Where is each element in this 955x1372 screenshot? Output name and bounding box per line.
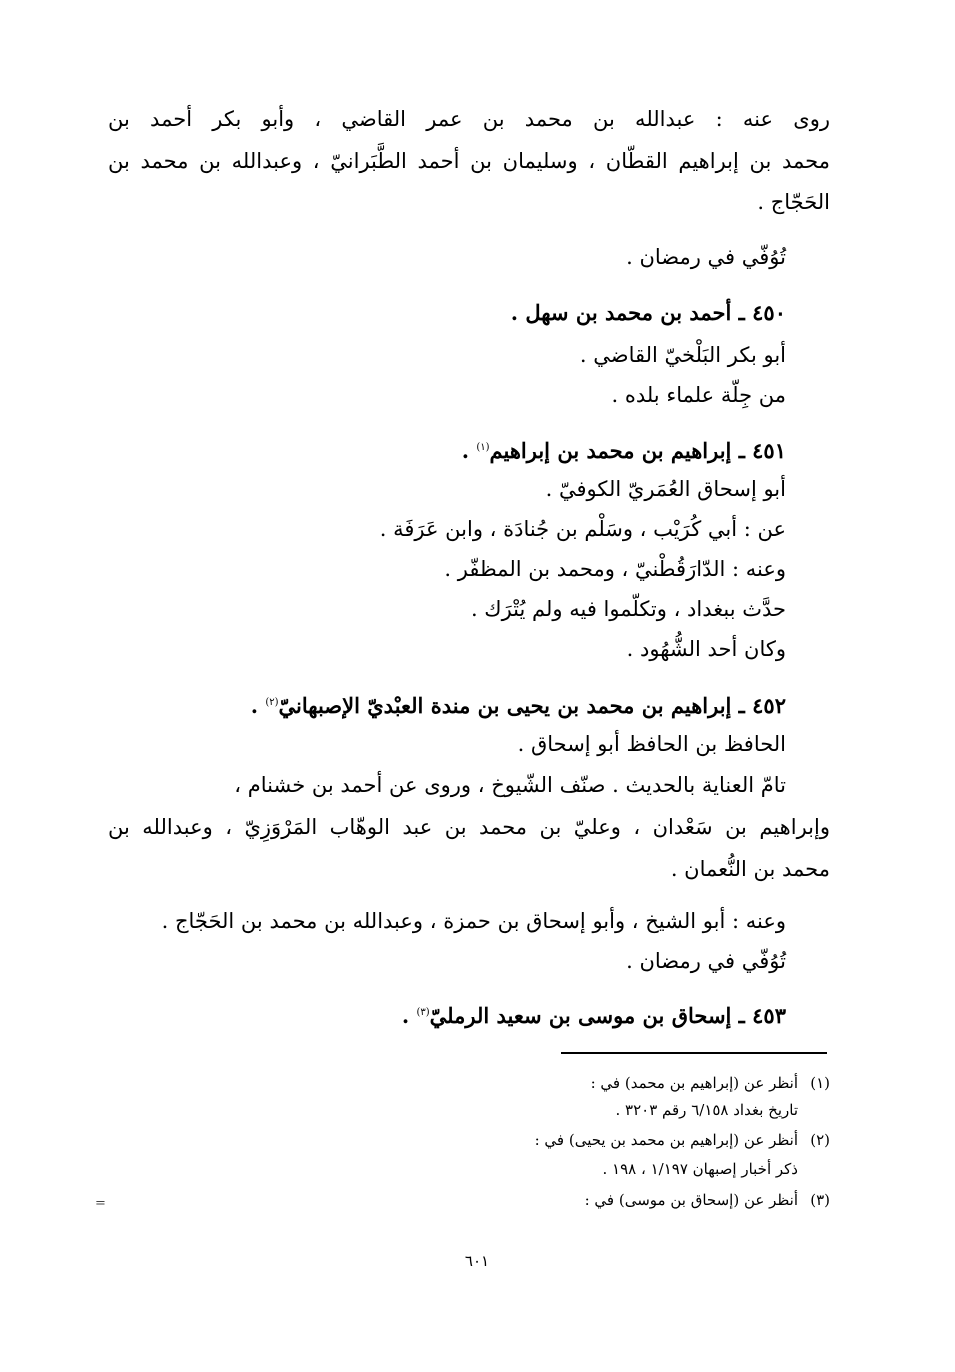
margin-mark: = [95, 1196, 106, 1211]
footnote-number: (٢) [810, 1131, 830, 1149]
text-line: الحَجّاج . [757, 190, 830, 214]
text-line: وإبراهيم بن سَعْدان ، وعليّ بن محمد بن عبد الوهّاب المَرْوَزِيّ ، وعبدالله بن [108, 815, 830, 839]
text-line: حدَّث ببغداد ، وتكلّموا فيه ولم يُتْرَك . [470, 597, 786, 621]
text-line: محمد بن النُّعمان . [670, 857, 830, 881]
footnote-2-ref: ذكر أخبار إصبهان ١/١٩٧ ، ١٩٨ . [602, 1160, 798, 1178]
entry-heading-452 [251, 686, 786, 720]
text-line: عن : أبي كُرَيْب ، وسَلْم بن جُنادَة ، وابن عَرَفَة . [379, 517, 786, 541]
heading-end: . [401, 1003, 417, 1028]
text-line: وكان أحد الشُّهُود . [626, 637, 786, 661]
footnote-number: (٣) [810, 1191, 830, 1209]
text-line: روى عنه : عبدالله بن محمد بن عمر القاضي ، وأبو بكر أحمد بن [108, 107, 830, 131]
footnote-marker: (٣) [416, 1007, 430, 1018]
heading-end: . [250, 693, 266, 718]
footnote-2 [410, 1128, 830, 1152]
footnote-3 [410, 1188, 830, 1212]
entry-heading-451 [462, 431, 786, 465]
heading-end: . [461, 438, 477, 463]
text-line: تُوُفّي في رمضان . [626, 245, 786, 269]
text-line: الحافظ بن الحافظ أبو إسحاق . [517, 732, 786, 756]
text-line: وعنه : أبو الشيخ ، وأبو إسحاق بن حمزة ، وعبدالله بن محمد بن الحَجّاج . [161, 909, 786, 933]
entry-heading-450: ٤٥٠ ـ أحمد بن محمد بن سهل . [510, 300, 786, 325]
text-line: تُوُفّي في رمضان . [626, 949, 786, 973]
footnote-text: أنظر عن (إسحاق بن موسى) في : [584, 1191, 798, 1209]
text-line: أبو إسحاق العُمَريّ الكوفيّ . [545, 477, 786, 501]
footnote-text: أنظر عن (إبراهيم بن محمد بن يحيى) في : [534, 1131, 798, 1149]
footnote-marker: (٢) [265, 697, 279, 708]
text-line: من جِلّة علماء بلده . [611, 383, 786, 407]
text-line: تامّ العناية بالحديث . صنّف الشّيوخ ، وروى عن أحمد بن خشنام ، [234, 773, 786, 797]
text-line: وعنه : الدّارَقُطْنيّ ، ومحمد بن المظفّر . [444, 557, 786, 581]
heading-text: ٤٥١ ـ إبراهيم بن محمد بن إبراهيم [489, 438, 786, 463]
heading-text: ٤٥٣ ـ إسحاق بن موسى بن سعيد الرمليّ [429, 1003, 786, 1028]
page-number: ٦٠١ [464, 1252, 490, 1270]
footnote-marker: (١) [476, 442, 490, 453]
footnote-rule [561, 1052, 827, 1054]
entry-heading-453 [402, 996, 786, 1030]
footnote-number: (١) [810, 1074, 830, 1092]
heading-text: ٤٥٢ ـ إبراهيم بن محمد بن يحيى بن مندة العبْديّ الإصبهانيّ [278, 693, 786, 718]
footnote-text: أنظر عن (إبراهيم بن محمد) في : [590, 1074, 798, 1092]
footnote-1 [410, 1071, 830, 1095]
text-line: أبو بكر البَلْخيّ القاضي . [579, 343, 786, 367]
footnote-1-ref: تاريخ بغداد ٦/١٥٨ رقم ٣٢٠٣ . [615, 1101, 798, 1119]
text-line: محمد بن إبراهيم القطّان ، وسليمان بن أحمد الطَّبَرانيّ ، وعبدالله بن محمد بن [108, 149, 830, 173]
